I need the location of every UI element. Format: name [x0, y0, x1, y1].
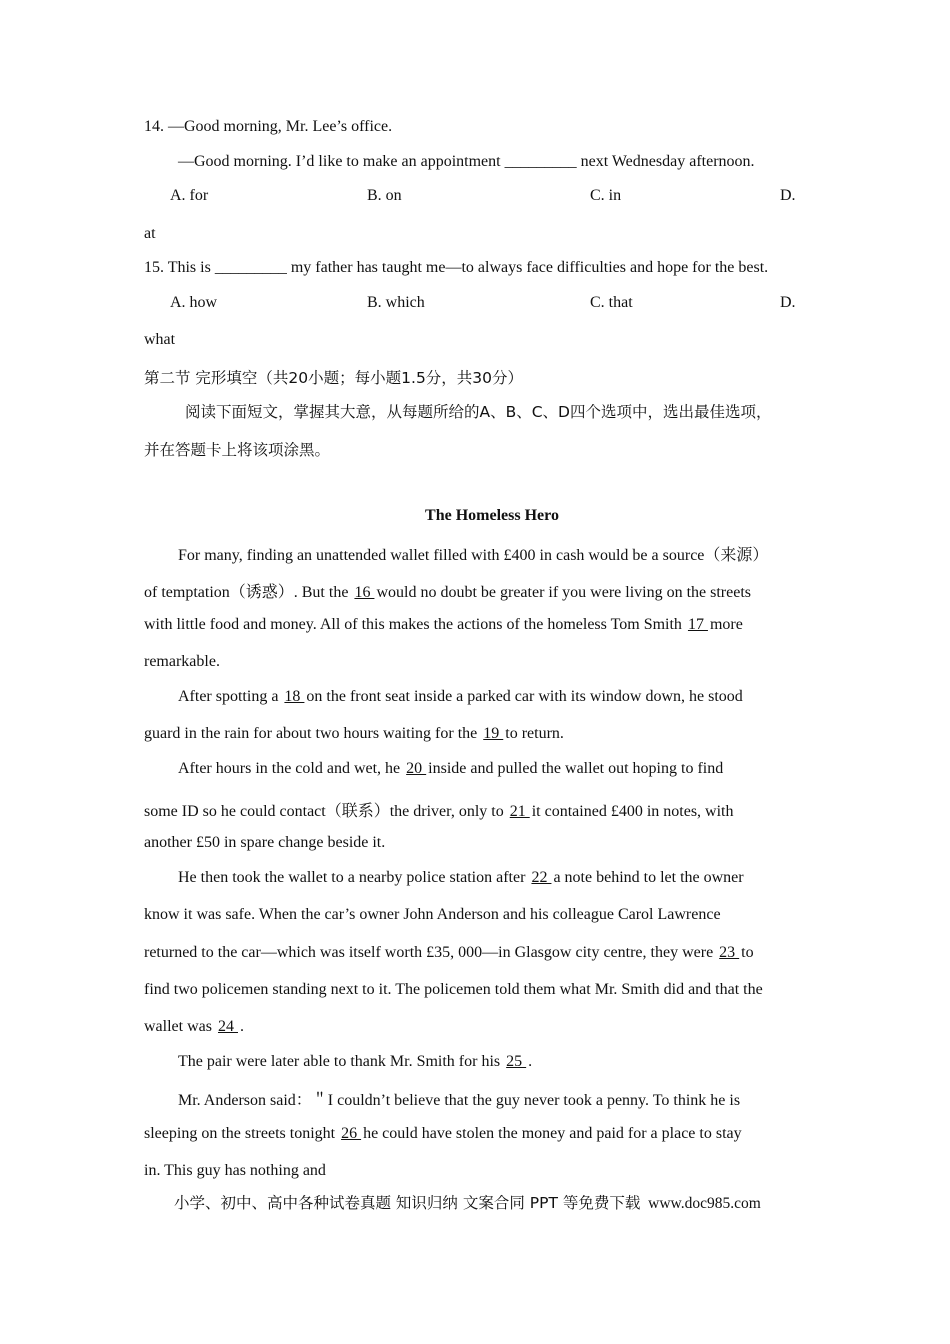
q15-option-b: B. which — [367, 294, 425, 311]
question-15-stem: 15. This is _________ my father has taught me—to always face difficulties and hope for the best. — [144, 259, 769, 276]
blank-17: 17 — [687, 616, 708, 633]
footer — [174, 1191, 761, 1213]
blank-26: 26 — [341, 1125, 362, 1142]
passage-text: wallet was — [144, 1018, 216, 1035]
passage-line — [178, 869, 744, 887]
q14-option-b: B. on — [367, 187, 402, 204]
blank-19: 19 — [483, 725, 504, 742]
q15-option-a: A. how — [170, 294, 218, 311]
section-heading: 第二节 完形填空（共20小题；每小题1.5分，共30分） — [144, 369, 524, 387]
passage-text: a note behind to let the owner — [553, 869, 744, 886]
passage-line — [178, 1053, 532, 1071]
passage-text: with little food and money. All of this makes the actions of the homeless Tom Smith — [144, 616, 686, 633]
passage-line: know it was safe. When the car’s owner John Anderson and his colleague Carol Lawrence — [144, 906, 721, 923]
q15-option-c: C. that — [590, 294, 633, 311]
passage-line: find two policemen standing next to it. The policemen told them what Mr. Smith did and that the — [144, 981, 763, 998]
passage-line — [144, 725, 564, 743]
passage-line — [144, 944, 754, 962]
passage-text: to — [741, 944, 754, 961]
question-14-reply: —Good morning. I’d like to make an appointment _________ next Wednesday afternoon. — [178, 153, 755, 170]
passage-line — [144, 1018, 244, 1036]
passage-line: Mr. Anderson said：＂I couldn’t believe that the guy never took a penny. To think he is — [178, 1092, 741, 1109]
footer-site: www.doc985.com — [648, 1195, 761, 1212]
passage-line — [178, 760, 723, 778]
passage-line: remarkable. — [144, 653, 220, 670]
passage-text: more — [709, 616, 743, 633]
blank-21: 21 — [509, 803, 530, 820]
passage-text: . — [528, 1053, 533, 1070]
passage-text: . — [239, 1018, 244, 1035]
passage-line: For many, finding an unattended wallet filled with £400 in cash would be a source（来源） — [178, 547, 769, 564]
passage-text: guard in the rain for about two hours waiting for the — [144, 725, 482, 742]
blank-18: 18 — [284, 688, 305, 705]
passage-text: inside and pulled the wallet out hoping to find — [428, 760, 724, 777]
blank-20: 20 — [406, 760, 427, 777]
passage-text: After spotting a — [178, 688, 283, 705]
passage-line — [144, 1125, 742, 1143]
passage-line — [144, 798, 733, 821]
passage-text: of temptation（诱惑）. But the — [144, 584, 353, 601]
blank-16: 16 — [354, 584, 375, 601]
passage-line: in. This guy has nothing and — [144, 1162, 326, 1179]
passage-text: he could have stolen the money and paid for a place to stay — [363, 1125, 742, 1142]
q14-option-c: C. in — [590, 187, 622, 204]
passage-line — [144, 579, 751, 602]
blank-22: 22 — [531, 869, 552, 886]
passage-line — [178, 688, 743, 706]
q14-option-d-text: at — [144, 225, 156, 242]
blank-23: 23 — [719, 944, 740, 961]
passage-text: After hours in the cold and wet, he — [178, 760, 405, 777]
footer-text: 小学、初中、高中各种试卷真题 知识归纳 文案合同 PPT 等免费下载 — [174, 1194, 641, 1212]
passage-text: returned to the car—which was itself worth £35, 000—in Glasgow city centre, they were — [144, 944, 718, 961]
passage-text: it contained £400 in notes, with — [531, 803, 734, 820]
passage-text: on the front seat inside a parked car with its window down, he stood — [306, 688, 743, 705]
passage-text: to return. — [505, 725, 564, 742]
section-instruction-line-1: 阅读下面短文，掌握其大意，从每题所给的A、B、C、D四个选项中，选出最佳选项， — [185, 403, 772, 421]
blank-25: 25 — [506, 1053, 527, 1070]
q15-option-d: D. — [780, 294, 796, 311]
section-instruction-line-2: 并在答题卡上将该项涂黑。 — [144, 441, 331, 459]
passage-line: another £50 in spare change beside it. — [144, 834, 386, 851]
q15-option-d-text: what — [144, 331, 176, 348]
passage-text: some ID so he could contact（联系）the driver, only to — [144, 803, 508, 820]
passage-line — [144, 616, 743, 634]
passage-text: The pair were later able to thank Mr. Smith for his — [178, 1053, 505, 1070]
question-14-stem: 14. —Good morning, Mr. Lee’s office. — [144, 118, 393, 135]
blank-24: 24 — [217, 1018, 238, 1035]
passage-text: would no doubt be greater if you were living on the streets — [376, 584, 752, 601]
q14-option-a: A. for — [170, 187, 209, 204]
q14-option-d: D. — [780, 187, 796, 204]
passage-text: He then took the wallet to a nearby police station after — [178, 869, 530, 886]
passage-title: The Homeless Hero — [425, 507, 559, 524]
passage-text: sleeping on the streets tonight — [144, 1125, 340, 1142]
